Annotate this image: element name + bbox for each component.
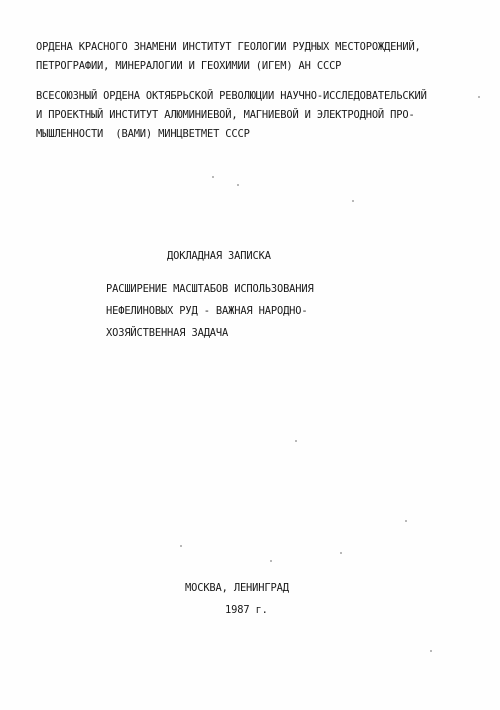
document-type: ДОКЛАДНАЯ ЗАПИСКА (167, 250, 271, 262)
title-line-3: ХОЗЯЙСТВЕННАЯ ЗАДАЧА (106, 327, 229, 339)
scan-speck (295, 440, 297, 442)
scan-speck (352, 200, 354, 202)
scan-speck (270, 560, 272, 562)
institution-2-line-3: МЫШЛЕННОСТИ (ВАМИ) МИНЦВЕТМЕТ СССР (36, 128, 250, 140)
scan-speck (340, 552, 342, 554)
publication-year: 1987 г. (225, 604, 268, 616)
title-line-2: НЕФЕЛИНОВЫХ РУД - ВАЖНАЯ НАРОДНО- (106, 305, 308, 317)
scan-speck (180, 545, 182, 547)
scan-speck (212, 176, 214, 178)
institution-2-line-1: ВСЕСОЮЗНЫЙ ОРДЕНА ОКТЯБРЬСКОЙ РЕВОЛЮЦИИ НАУЧНО-ИССЛЕДОВАТЕЛЬСКИЙ (36, 90, 427, 102)
scan-speck (478, 96, 480, 98)
institution-2-line-2: И ПРОЕКТНЫЙ ИНСТИТУТ АЛЮМИНИЕВОЙ, МАГНИЕВОЙ И ЭЛЕКТРОДНОЙ ПРО- (36, 109, 415, 121)
scan-speck (430, 650, 432, 652)
scan-speck (405, 520, 407, 522)
institution-1-line-2: ПЕТРОГРАФИИ, МИНЕРАЛОГИИ И ГЕОХИМИИ (ИГЕМ) АН СССР (36, 60, 342, 72)
institution-1-line-1: ОРДЕНА КРАСНОГО ЗНАМЕНИ ИНСТИТУТ ГЕОЛОГИИ РУДНЫХ МЕСТОРОЖДЕНИЙ, (36, 41, 421, 53)
scan-speck (237, 184, 239, 186)
title-line-1: РАСШИРЕНИЕ МАСШТАБОВ ИСПОЛЬЗОВАНИЯ (106, 283, 314, 295)
publication-place: МОСКВА, ЛЕНИНГРАД (185, 582, 289, 594)
